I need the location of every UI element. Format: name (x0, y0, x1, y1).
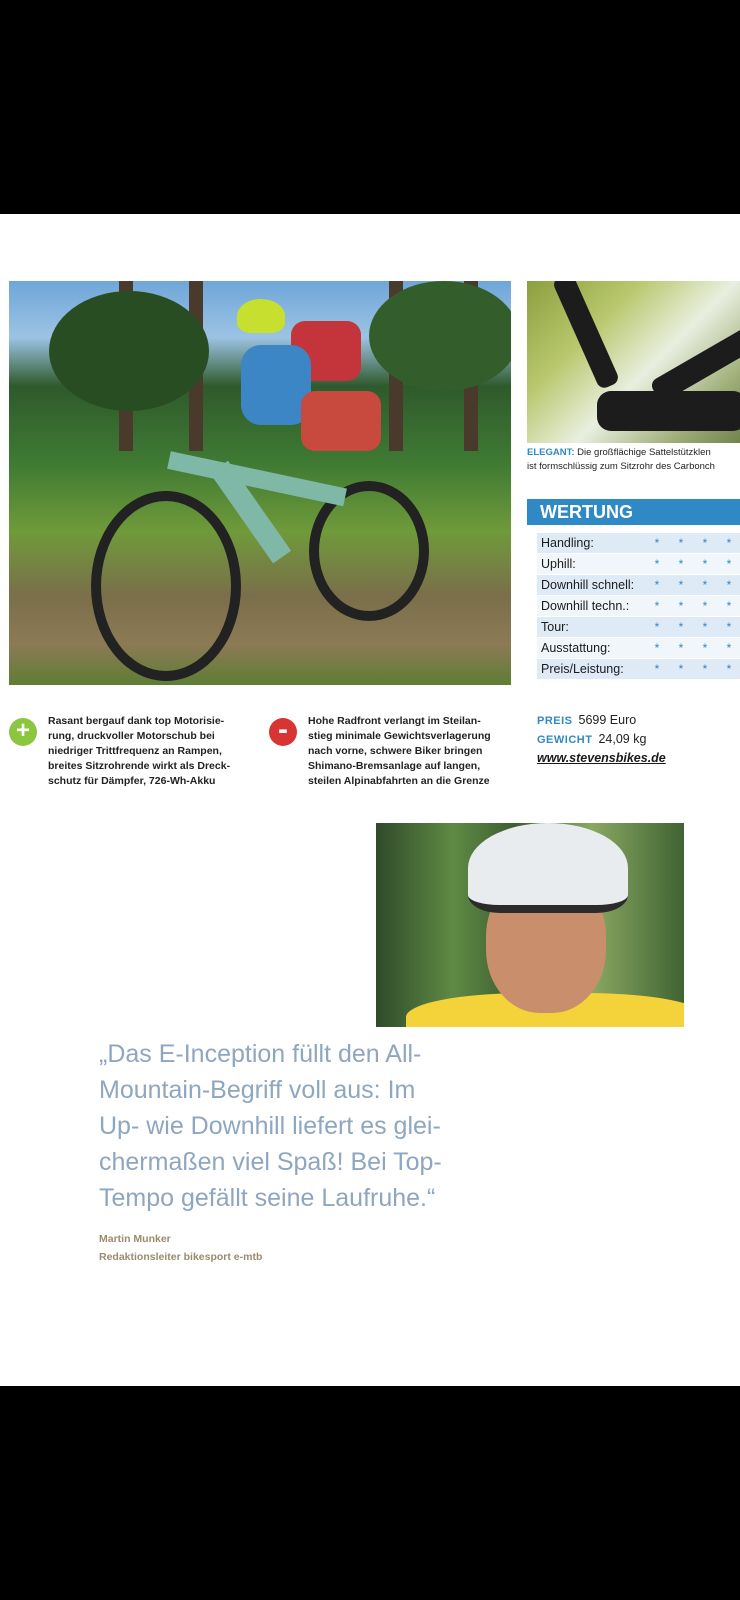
star-icon: * (678, 620, 684, 634)
rating-row (537, 617, 740, 637)
rating-table (537, 533, 740, 680)
cons-text (308, 714, 491, 789)
star-icon: * (702, 599, 708, 613)
quote-line: Up- wie Downhill liefert es glei- (99, 1112, 441, 1140)
rating-label: Downhill schnell: (541, 578, 635, 592)
price-value: 5699 Euro (578, 713, 637, 727)
rating-row (537, 596, 740, 616)
pros-line: Rasant bergauf dank top Motorisie- (48, 715, 225, 727)
star-icon: * (678, 536, 684, 550)
caption-text-2: ist formschlüssig zum Sitzrohr des Carbonch (527, 461, 715, 472)
rider-action-photo (9, 281, 511, 685)
author-name: Martin Munker (99, 1233, 171, 1245)
pros-line: niedriger Trittfrequenz an Rampen, (48, 745, 222, 757)
star-icon: * (654, 662, 660, 676)
rating-stars (645, 599, 740, 613)
cons-line: nach vorne, schwere Biker bringen (308, 745, 483, 757)
rating-stars (645, 641, 740, 655)
pros-line: breites Sitzrohrende wirkt als Dreck- (48, 760, 231, 772)
rating-row (537, 638, 740, 658)
rating-label: Downhill techn.: (541, 599, 630, 613)
price-spec (537, 713, 636, 727)
star-icon: * (726, 599, 732, 613)
star-icon: * (678, 578, 684, 592)
weight-label: GEWICHT (537, 734, 593, 746)
rating-stars (645, 536, 740, 550)
rating-stars (645, 578, 740, 592)
quote-line: „Das E-Inception füllt den All- (99, 1040, 422, 1068)
plus-icon: + (9, 718, 37, 746)
star-icon: * (726, 578, 732, 592)
star-icon: * (678, 557, 684, 571)
star-icon: * (654, 599, 660, 613)
pull-quote (99, 1036, 529, 1216)
pros-text (48, 714, 230, 789)
rating-row (537, 659, 740, 679)
cons-line: Shimano-Bremsanlage auf langen, (308, 760, 481, 772)
quote-line: Tempo gefällt seine Laufruhe.“ (99, 1184, 436, 1212)
minus-icon: - (269, 718, 297, 746)
rating-label: Ausstattung: (541, 641, 611, 655)
caption-text: Die großflächige Sattelstützklen (574, 447, 711, 458)
star-icon: * (702, 557, 708, 571)
rating-label: Tour: (541, 620, 569, 634)
star-icon: * (654, 641, 660, 655)
star-icon: * (654, 578, 660, 592)
author-role: Redaktionsleiter bikesport e-mtb (99, 1251, 263, 1263)
star-icon: * (654, 536, 660, 550)
star-icon: * (702, 578, 708, 592)
weight-spec (537, 732, 646, 746)
rating-label: Preis/Leistung: (541, 662, 624, 676)
star-icon: * (726, 662, 732, 676)
star-icon: * (702, 641, 708, 655)
quote-author (99, 1230, 262, 1266)
pros-line: schutz für Dämpfer, 726-Wh-Akku (48, 775, 216, 787)
rating-stars (645, 662, 740, 676)
rating-row (537, 575, 740, 595)
star-icon: * (702, 536, 708, 550)
star-icon: * (726, 557, 732, 571)
quote-line: chermaßen viel Spaß! Bei Top- (99, 1148, 442, 1176)
star-icon: * (678, 599, 684, 613)
rating-row (537, 533, 740, 553)
pros-line: rung, druckvoller Motorschub bei (48, 730, 215, 742)
star-icon: * (702, 620, 708, 634)
price-label: PREIS (537, 715, 573, 727)
cons-line: stieg minimale Gewichtsverlagerung (308, 730, 491, 742)
weight-value: 24,09 kg (598, 732, 647, 746)
star-icon: * (654, 620, 660, 634)
caption-lead: ELEGANT: (527, 447, 575, 458)
rating-label: Uphill: (541, 557, 576, 571)
magazine-page (0, 214, 740, 1386)
cons-line: steilen Alpinabfahrten an die Grenze (308, 775, 490, 787)
star-icon: * (678, 641, 684, 655)
rating-label: Handling: (541, 536, 594, 550)
star-icon: * (726, 620, 732, 634)
rating-stars (645, 620, 740, 634)
star-icon: * (702, 662, 708, 676)
rating-row (537, 554, 740, 574)
cons-line: Hohe Radfront verlangt im Steilan- (308, 715, 481, 727)
manufacturer-link[interactable]: www.stevensbikes.de (537, 751, 666, 765)
star-icon: * (678, 662, 684, 676)
quote-line: Mountain-Begriff voll aus: Im (99, 1076, 416, 1104)
star-icon: * (726, 641, 732, 655)
author-portrait-photo (376, 823, 684, 1027)
photo-caption (527, 446, 740, 474)
star-icon: * (654, 557, 660, 571)
rating-title: WERTUNG (527, 499, 740, 525)
frame-detail-photo (527, 281, 740, 443)
star-icon: * (726, 536, 732, 550)
rating-stars (645, 557, 740, 571)
